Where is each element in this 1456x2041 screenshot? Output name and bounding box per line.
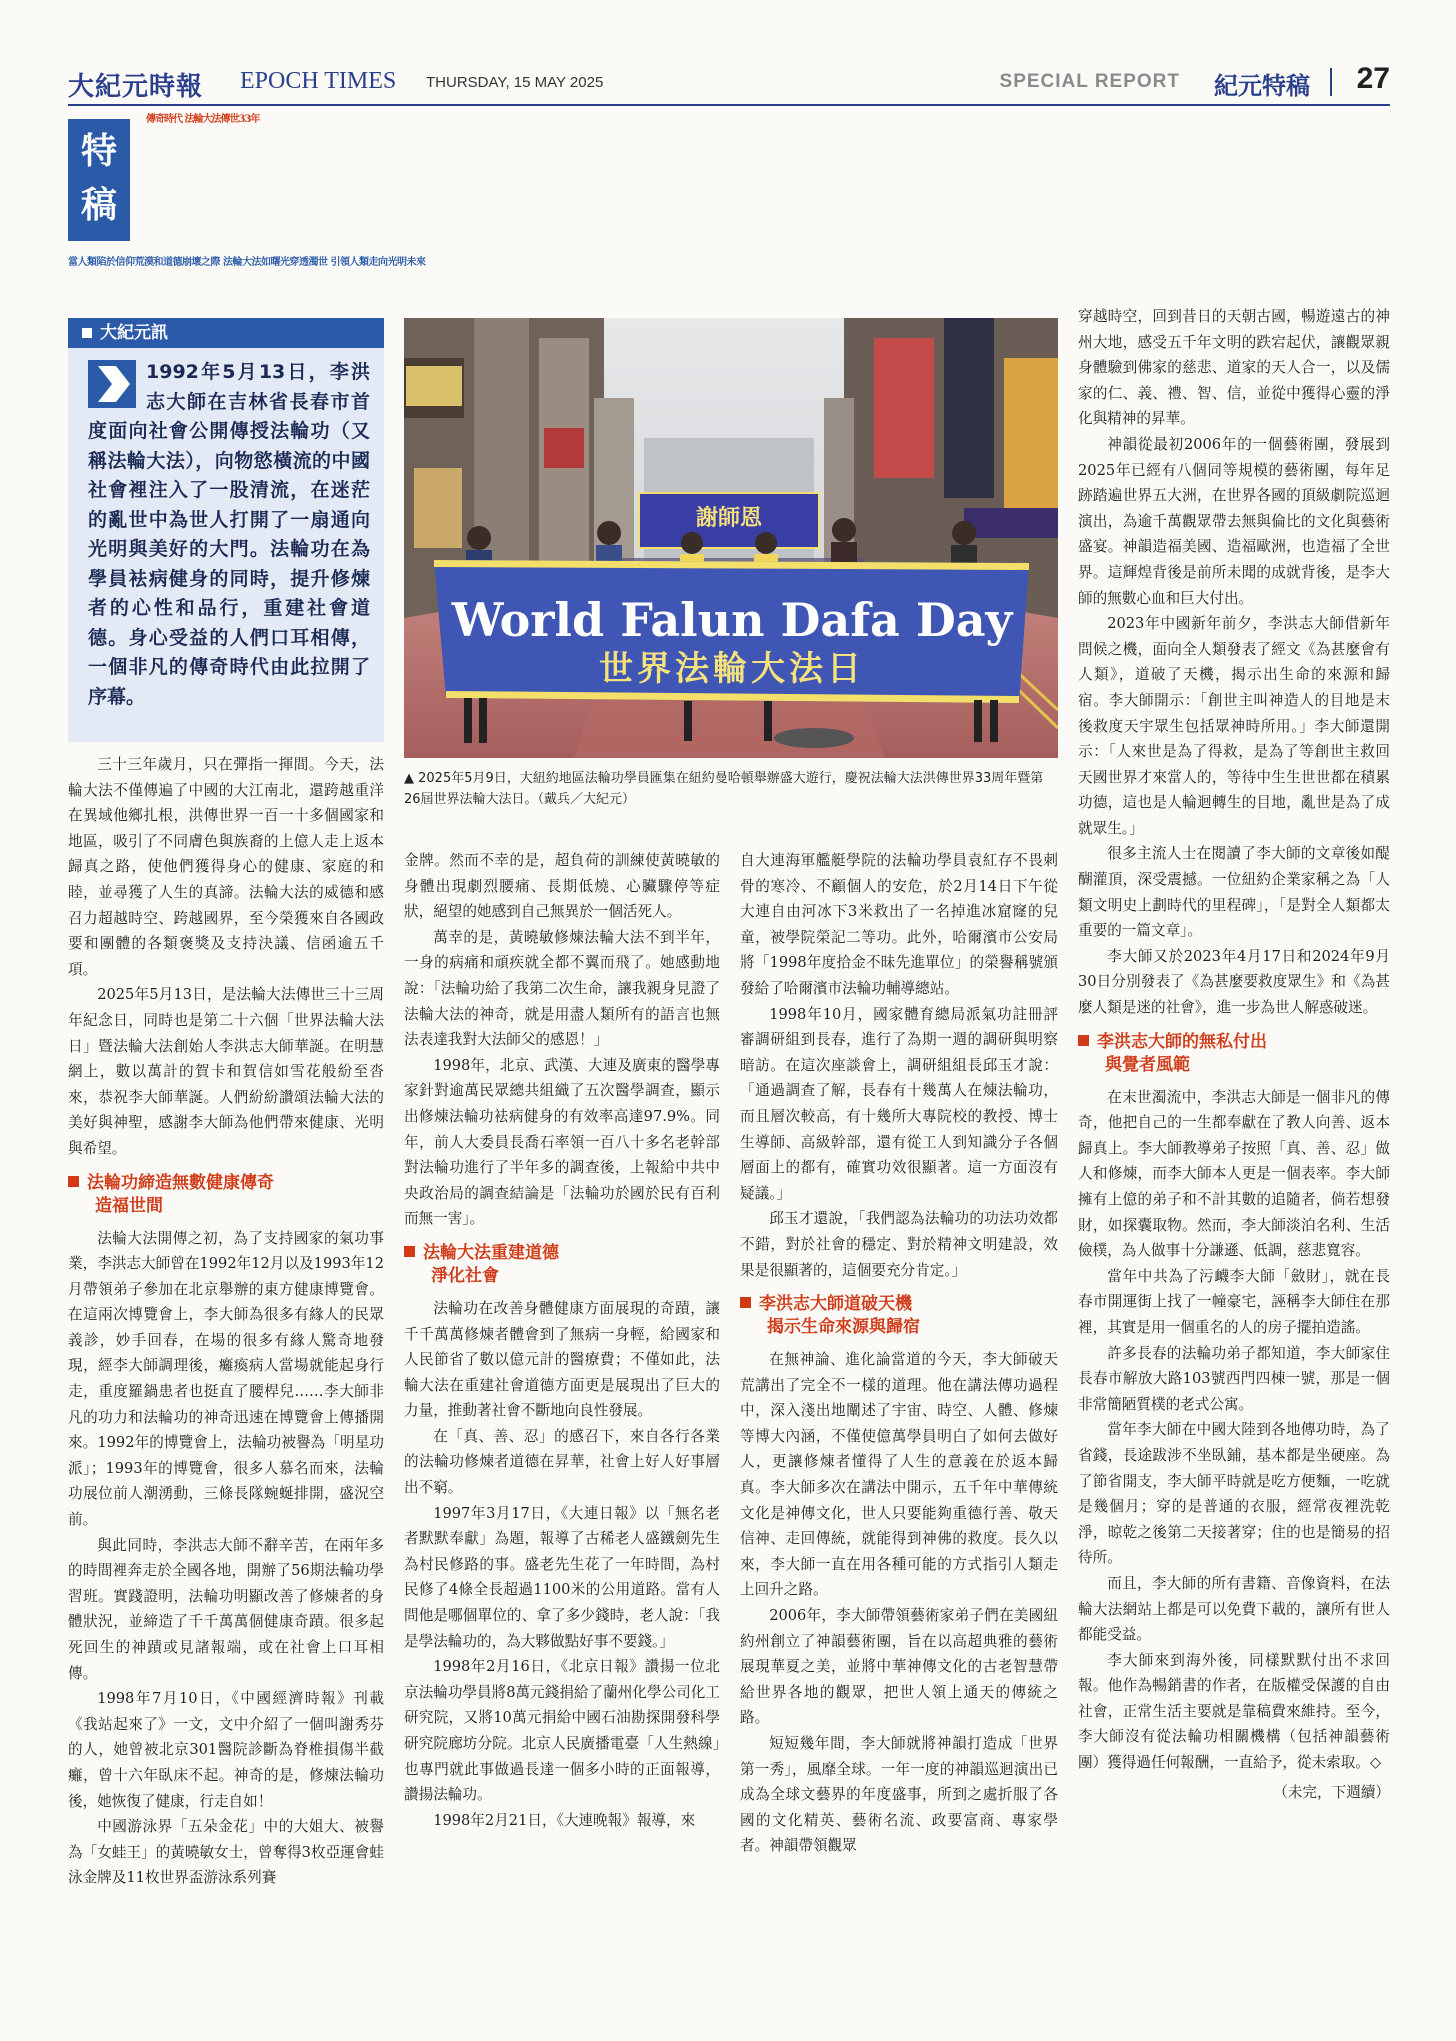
banner-english-text: World Falun Dafa Day — [451, 593, 1013, 647]
lead-label — [68, 318, 384, 348]
article-paragraph: 當年李大師在中國大陸到各地傳功時，為了省錢，長途跋涉不坐臥鋪，基本都是坐硬座。為了節省開支，李大師平時就是吃方便麵，一吃就是幾個月；穿的是普通的衣服，經常夜裡洗乾淨，晾乾之後第二天接著穿；住的也是簡易的招待所。 — [1078, 1421, 1390, 1567]
article-paragraph: 李大師來到海外後，同樣默默付出不求回報。他作為暢銷書的作者，在版權受保護的自由社會，正常生活主要就是靠稿費來維持。至今，李大師沒有從法輪功相關機構（包括神韻藝術團）獲得過任何報酬，一直給予，從未索取。◇ — [1078, 1651, 1390, 1772]
section-name-chinese: 紀元特稿 — [1214, 72, 1310, 100]
section-subhead: 法輪功締造無數健康傳奇 造福世間 — [68, 1172, 384, 1218]
article-column-4 — [1078, 304, 1390, 1805]
square-bullet-icon — [1078, 1035, 1089, 1046]
article-paragraph: 在末世濁流中，李洪志大師是一個非凡的傳奇，他把自己的一生都奉獻在了教人向善、返本歸真上。李大師教導弟子按照「真、善、忍」做人和修煉，而李大師本人更是一個表率。李大師擁有上億的弟子和不計其數的追隨者，倘若想發財，如探囊取物。然而，李大師淡泊名利、生活儉樸，為人做事十分謙遜、低調，慈悲寬容。 — [1078, 1088, 1390, 1260]
article-paragraph: 1998年10月，國家體育總局派氣功註冊評審調研組到長春，進行了為期一週的調研與明察暗訪。在這次座談會上，調研組組長邱玉才說：「通過調查了解，長春有十幾萬人在煉法輪功，而且層次較高，有十幾所大專院校的教授、博士生導師、高級幹部，還有從工人到知識分子各個層面上的都有，確實功效很顯著。這一方面沒有疑議。」 — [740, 1005, 1058, 1202]
article-paragraph: 穿越時空，回到昔日的天朝古國，暢遊遠古的神州大地，感受五千年文明的跌宕起伏，讓觀眾親身體驗到佛家的慈悲、道家的天人合一，以及儒家的仁、義、禮、智、信，並從中獲得心靈的淨化與精神的昇華。 — [1078, 308, 1390, 428]
article-column-2 — [404, 848, 720, 1833]
issue-date: THURSDAY, 15 MAY 2025 — [426, 74, 604, 91]
section-subhead: 法輪大法重建道德 淨化社會 — [404, 1242, 720, 1288]
article-paragraph: 法輪大法開傳之初，為了支持國家的氣功事業，李洪志大師曾在1992年12月以及1993年12月帶領弟子參加在北京舉辦的東方健康博覽會。在這兩次博覽會上，李大師為很多有緣人的民眾義診，妙手回春，在場的很多有緣人驚奇地發現，經李大師調理後，癱瘓病人當場就能起身行走，重度羅鍋患者也挺直了腰桿兒……李大師非凡的功力和法輪功的神奇迅速在博覽會上傳播開來。1992年的博覽會上，法輪功被譽為「明星功派」；1993年的博覽會，很多人慕名而來，法輪功展位前人潮湧動，三條長隊蜿蜒排開，盛況空前。 — [68, 1229, 384, 1529]
masthead — [68, 62, 1390, 102]
article-paragraph: 1998年，北京、武漢、大連及廣東的醫學專家針對逾萬民眾總共組織了五次醫學調查，顯示出修煉法輪功袪病健身的有效率高達97.9%。同年，前人大委員長喬石率領一百八十多名老幹部對法輪功進行了半年多的調查後，上報給中共中央政治局的調查結論是「法輪功於國於民有百利而無一害」。 — [404, 1056, 720, 1228]
article-paragraph: 1997年3月17日，《大連日報》以「無名老者默默奉獻」為題，報導了古稀老人盛鐵劍先生為村民修路的事。盛老先生花了一年時間，為村民修了4條全長超過1100米的公用道路。當有人問他是哪個單位的、拿了多少錢時，老人說：「我是學法輪功的，為大夥做點好事不要錢。」 — [404, 1504, 720, 1650]
newspaper-logo-chinese: 大紀元時報 — [68, 72, 204, 102]
page-number: 27 — [1356, 62, 1390, 95]
article-paragraph: 短短幾年間，李大師就將神韻打造成「世界第一秀」，風靡全球。一年一度的神韻巡迴演出已成為全球文藝界的年度盛事，所到之處折服了各國的文化精英、藝術名流、政要富商、專家學者。神韻帶領觀眾 — [740, 1735, 1058, 1855]
lead-paragraph: 1992年5月13日，李洪志大師在吉林省長春市首度面向社會公開傳授法輪功（又稱法輪大法），向物慾橫流的中國社會裡注入了一股清流，在迷茫的亂世中為世人打開了一扇通向光明與美好的大門。法輪功在為學員袪病健身的同時，提升修煉者的心性和品行，重建社會道德。身心受益的人們口耳相傳，一個非凡的傳奇時代由此拉開了序幕。 — [88, 361, 370, 708]
article-paragraph: 1998年2月16日，《北京日報》讚揚一位北京法輪功學員將8萬元錢捐給了蘭州化學公司化工研究院，又將10萬元捐給中國石油勘探開發科學研究院廊坊分院。北京人民廣播電臺「人生熱線」也專門就此事做過長達一個多小時的正面報導，讚揚法輪功。 — [404, 1658, 720, 1804]
article-column-3 — [740, 848, 1058, 1859]
special-report-tag — [68, 119, 130, 241]
article-paragraph: 2025年5月13日，是法輪大法傳世三十三周年紀念日，同時也是第二十六個「世界法輪大法日」暨法輪大法創始人李洪志大師華誕。在明慧網上，數以萬計的賀卡和賀信如雪花般紛至沓來，恭祝李大師華誕。人們紛紛讚頌法輪大法的美好與神聖，感謝李大師為他們帶來健康、光明與希望。 — [68, 986, 384, 1157]
banner-chinese-text: 世界法輪大法日 — [599, 649, 865, 689]
article-paragraph: 法輪功在改善身體健康方面展現的奇蹟，讓千千萬萬修煉者體會到了無病一身輕，給國家和人民節省了數以億元計的醫療費；不僅如此，法輪大法在重建社會道德方面更是展現出了巨大的力量，推動著社會不斷地向良性發展。 — [404, 1299, 720, 1420]
article-paragraph: 自大連海軍艦艇學院的法輪功學員袁紅存不畏刺骨的寒冷、不顧個人的安危，於2月14日下午從大連自由河冰下3米救出了一名掉進冰窟窿的兒童，被學院榮記二等功。此外，哈爾濱市公安局將「1998年度拾金不昧先進單位」的榮譽稱號頒發給了哈爾濱市法輪功輔導總站。 — [740, 852, 1058, 997]
article-paragraph: 1998年2月21日，《大連晚報》報導，來 — [433, 1811, 696, 1829]
tag-char-1: 特 — [80, 131, 117, 172]
square-bullet-icon — [740, 1297, 751, 1308]
article-paragraph: 許多長春的法輪功弟子都知道，李大師家住長春市解放大路103號西門四棟一號，那是一個非常簡陋質樸的老式公寓。 — [1078, 1344, 1390, 1413]
article-paragraph: 2006年，李大師帶領藝術家弟子們在美國紐約州創立了神韻藝術團，旨在以高超典雅的藝術展現華夏之美，並將中華神傳文化的古老智慧帶給世界各地的觀眾，把世人領上通天的傳統之路。 — [740, 1607, 1058, 1727]
section-subhead: 李洪志大師道破天機 揭示生命來源與歸宿 — [740, 1293, 1058, 1339]
article-paragraph: 金牌。然而不幸的是，超負荷的訓練使黃曉敏的身體出現劇烈腰痛、長期低燒、心臟驟停等症狀，絕望的她感到自己無異於一個活死人。 — [404, 852, 720, 921]
masthead-rule — [68, 104, 1390, 106]
parade-photo — [404, 318, 1058, 758]
article-paragraph: 在「真、善、忍」的感召下，來自各行各業的法輪功修煉者道德在昇華，社會上好人好事層出不窮。 — [404, 1427, 720, 1497]
article-paragraph: 邱玉才還說，「我們認為法輪功的功法功效都不錯，對於社會的穩定、對於精神文明建設，效果是很顯著的，這個要充分肯定。」 — [740, 1210, 1058, 1279]
article-paragraph: 與此同時，李洪志大師不辭辛苦，在兩年多的時間裡奔走於全國各地，開辦了56期法輪功學習班。實踐證明，法輪功明顯改善了修煉者的身體狀況，並締造了千千萬萬個健康奇蹟。很多起死回生的神蹟或見諸報端，或在社會上口耳相傳。 — [68, 1536, 384, 1682]
article-column-1 — [68, 752, 384, 1891]
section-name-english: SPECIAL REPORT — [999, 71, 1180, 92]
section-subhead: 李洪志大師的無私付出 與覺者風範 — [1078, 1031, 1390, 1077]
article-paragraph: 李大師又於2023年4月17日和2024年9月30日分別發表了《為甚麼要救度眾生》和《為甚麼人類是迷的社會》，進一步為世人解惑破迷。 — [1078, 947, 1390, 1017]
to-be-continued-note: （未完，下週續） — [1273, 1783, 1390, 1801]
article-paragraph: 1998年7月10日，《中國經濟時報》刊載《我站起來了》一文，文中介紹了一個叫謝秀芬的人，她曾被北京301醫院診斷為脊椎損傷半截癱，曾十六年臥床不起。神奇的是，修煉法輪功後，她恢復了健康，行走自如！ — [68, 1690, 384, 1810]
article-paragraph: 三十三年歲月，只在彈指一揮間。今天，法輪大法不僅傳遍了中國的大江南北，還跨越重洋在異域他鄉扎根，洪傳世界一百一十多個國家和地區，吸引了不同膚色與族裔的上億人走上返本歸真之路，使他們獲得身心的健康、家庭的和睦，並尋獲了人生的真諦。法輪大法的威德和感召力超越時空、跨越國界，至今榮獲來自各國政要和團體的各類褒獎及支持決議、信函逾五千項。 — [68, 756, 384, 978]
newspaper-logo-english: EPOCH TIMES — [240, 68, 397, 94]
tag-char-2: 稿 — [80, 185, 117, 226]
article-paragraph: 很多主流人士在閱讀了李大師的文章後如醍醐灌頂，深受震撼。一位紐約企業家稱之為「人類文明史上劃時代的里程碑」，「是對全人類都太重要的一篇文章」。 — [1078, 845, 1390, 940]
headline: 傳奇時代 法輪大法傳世33年 — [146, 114, 260, 125]
square-bullet-icon — [68, 1176, 79, 1187]
square-bullet-icon — [404, 1246, 415, 1257]
lead-box — [68, 318, 384, 742]
photo-caption: ▲ 2025年5月9日，大紐約地區法輪功學員匯集在紐約曼哈頓舉辦盛大遊行，慶祝法輪大法洪傳世界33周年暨第26屆世界法輪大法日。（戴兵／大紀元） — [404, 771, 1044, 807]
square-bullet-icon — [82, 328, 92, 338]
article-paragraph: 2023年中國新年前夕，李洪志大師借新年問候之機，面向全人類發表了經文《為甚麼會有人類》，道破了天機，揭示出生命的來源和歸宿。李大師開示：「創世主叫神造人的目地是末後救度天宇眾生包括眾神時所用。」李大師還開示：「人來世是為了得救，是為了等創世主救回天國世界才來當人的，等待中生生世世都在積累功德，這也是人輪迴轉生的目地，亂世是為了成就眾生。」 — [1078, 615, 1390, 837]
parade-sign-text: 謝師恩 — [695, 506, 763, 531]
article-paragraph: 當年中共為了污衊李大師「斂財」，就在長春市開運街上找了一幢豪宅，誣稱李大師住在那裡，其實是用一個重名的人的房子擺拍造謠。 — [1078, 1267, 1390, 1336]
article-paragraph: 而且，李大師的所有書籍、音像資料，在法輪大法網站上都是可以免費下載的，讓所有世人都能受益。 — [1078, 1574, 1390, 1644]
article-paragraph: 神韻從最初2006年的一個藝術團，發展到2025年已經有八個同等規模的藝術團，每年足跡踏遍世界五大洲，在世界各國的頂級劇院巡迴演出，為逾千萬觀眾帶去無與倫比的文化與藝術盛宴。神韻造福美國、造福歐洲，也造福了全世界。這輝煌背後是前所未聞的成就背後，是李大師的無數心血和巨大付出。 — [1078, 435, 1390, 607]
article-paragraph: 萬幸的是，黃曉敏修煉法輪大法不到半年，一身的病痛和頑疾就全都不翼而飛了。她感動地說：「法輪功給了我第二次生命，讓我親身見證了法輪大法的神奇，就是用盡人類所有的語言也無法表達我對大法師父的感恩！」 — [404, 928, 720, 1049]
article-paragraph: 中國游泳界「五朵金花」中的大姐大、被譽為「女蛙王」的黃曉敏女士，曾奪得3枚亞運會蛙泳金牌及11枚世界盃游泳系列賽 — [68, 1818, 384, 1887]
lead-label-text: 大紀元訊 — [100, 323, 168, 343]
page-number-divider — [1330, 68, 1332, 96]
subheadline: 當人類陷於信仰荒漠和道德崩壞之際 法輪大法如曙光穿透濁世 引領人類走向光明未來 — [68, 257, 426, 268]
article-paragraph: 在無神論、進化論當道的今天，李大師破天荒講出了完全不一樣的道理。他在講法傳功過程中，深入淺出地闡述了宇宙、時空、人體、修煉等博大內涵，不僅使億萬學員明白了如何去做好人，更讓修煉者懂得了人生的意義在於返本歸真。李大師多次在講法中開示，五千年中華傳統文化是神傳文化，世人只要能夠重德行善、敬天信神、走回傳統，就能得到神佛的救度。長久以來，李大師一直在用各種可能的方式指引人類走上回升之路。 — [740, 1351, 1058, 1599]
